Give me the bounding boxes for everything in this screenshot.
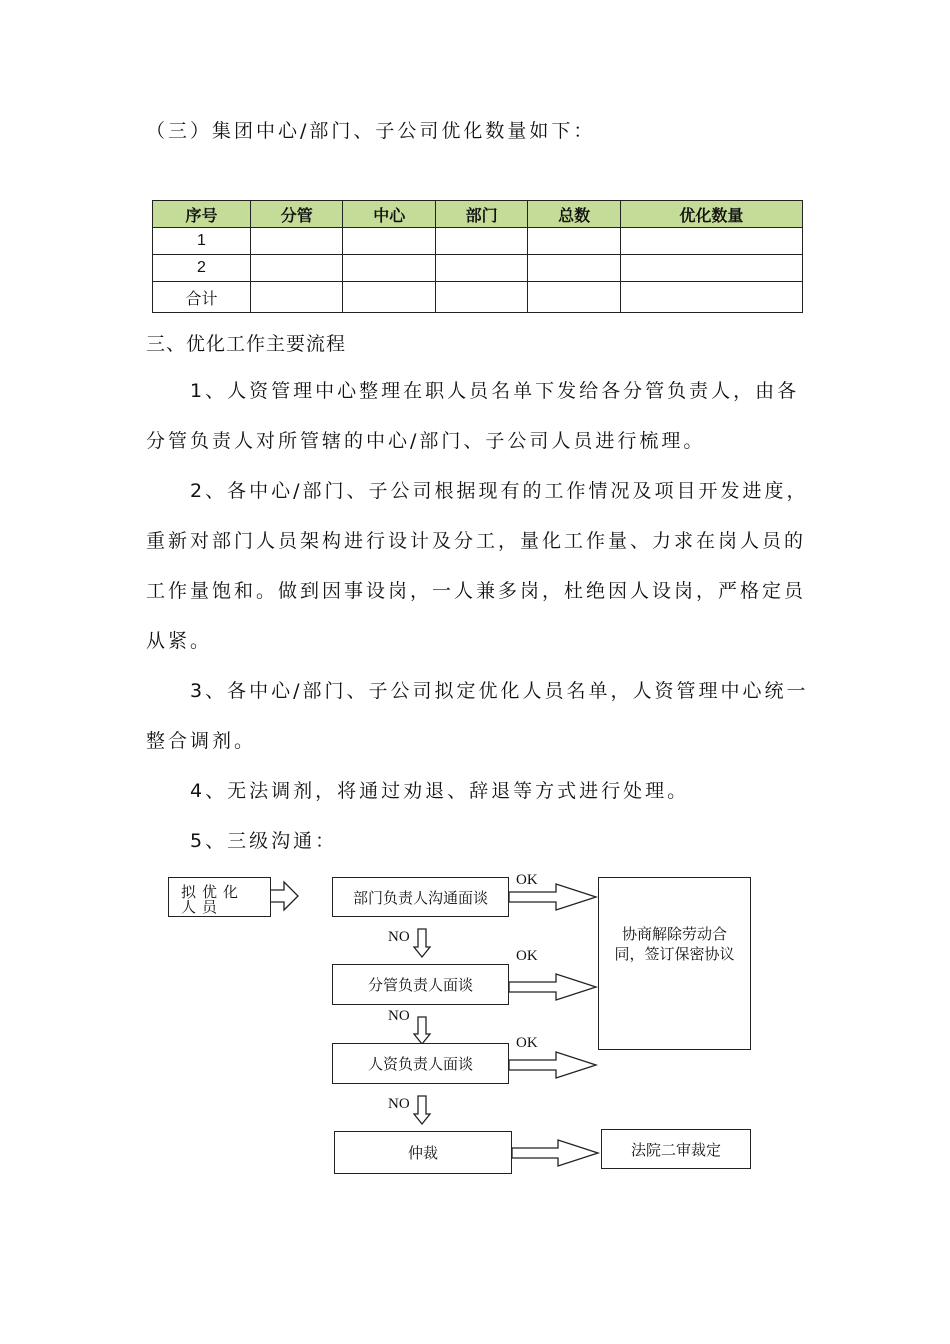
flow-step-arbitration: 仲裁 — [334, 1131, 512, 1174]
table-cell: 合计 — [153, 282, 251, 313]
ok-label: OK — [516, 948, 538, 964]
flow-step-hr: 人资负责人面谈 — [332, 1043, 509, 1084]
arrow-down-icon — [414, 1096, 430, 1124]
paragraph-3: 3、各中心/部门、子公司拟定优化人员名单，人资管理中心统一整合调剂。 — [146, 680, 809, 752]
ok-label: OK — [516, 872, 538, 888]
section-sub-heading: （三）集团中心/部门、子公司优化数量如下： — [146, 120, 596, 142]
flow-result-box: 协商解除劳动合同，签订保密协议 — [598, 877, 751, 1050]
paragraph-2: 2、各中心/部门、子公司根据现有的工作情况及项目开发进度，重新对部门人员架构进行设计及分工，量化工作量、力求在岗人员的工作量饱和。做到因事设岗，一人兼多岗，杜绝因人设岗，严格定员从紧。 — [146, 480, 809, 652]
paragraph-1: 1、人资管理中心整理在职人员名单下发给各分管负责人，由各分管负责人对所管辖的中心/部门、子公司人员进行梳理。 — [146, 380, 800, 452]
table-cell: 2 — [153, 255, 251, 282]
arrow-down-icon — [414, 929, 430, 957]
paragraph-5: 5、三级沟通： — [190, 830, 338, 852]
table-cell: 1 — [153, 228, 251, 255]
col-header-index: 序号 — [153, 201, 251, 228]
arrow-right-icon — [509, 974, 596, 1000]
section-heading: 三、优化工作主要流程 — [146, 333, 347, 355]
no-label: NO — [388, 1008, 410, 1024]
arrow-right-icon — [512, 1140, 598, 1166]
arrow-down-icon — [414, 1017, 430, 1044]
arrow-right-icon — [268, 882, 298, 910]
col-header-center: 中心 — [343, 201, 435, 228]
ok-label: OK — [516, 1035, 538, 1051]
flow-step-department: 部门负责人沟通面谈 — [332, 877, 509, 917]
col-header-total: 总数 — [528, 201, 620, 228]
col-header-department: 部门 — [435, 201, 527, 228]
arrow-right-icon — [509, 1052, 596, 1078]
no-label: NO — [388, 929, 410, 945]
no-label: NO — [388, 1096, 410, 1112]
col-header-optimized-count: 优化数量 — [620, 201, 802, 228]
col-header-supervisor: 分管 — [251, 201, 343, 228]
paragraph-4: 4、无法调剂，将通过劝退、辞退等方式进行处理。 — [190, 780, 690, 802]
flow-step-supervisor: 分管负责人面谈 — [332, 964, 509, 1005]
flow-final-box: 法院二审裁定 — [601, 1129, 751, 1169]
flow-start-box: 拟优化人员 — [168, 877, 271, 917]
